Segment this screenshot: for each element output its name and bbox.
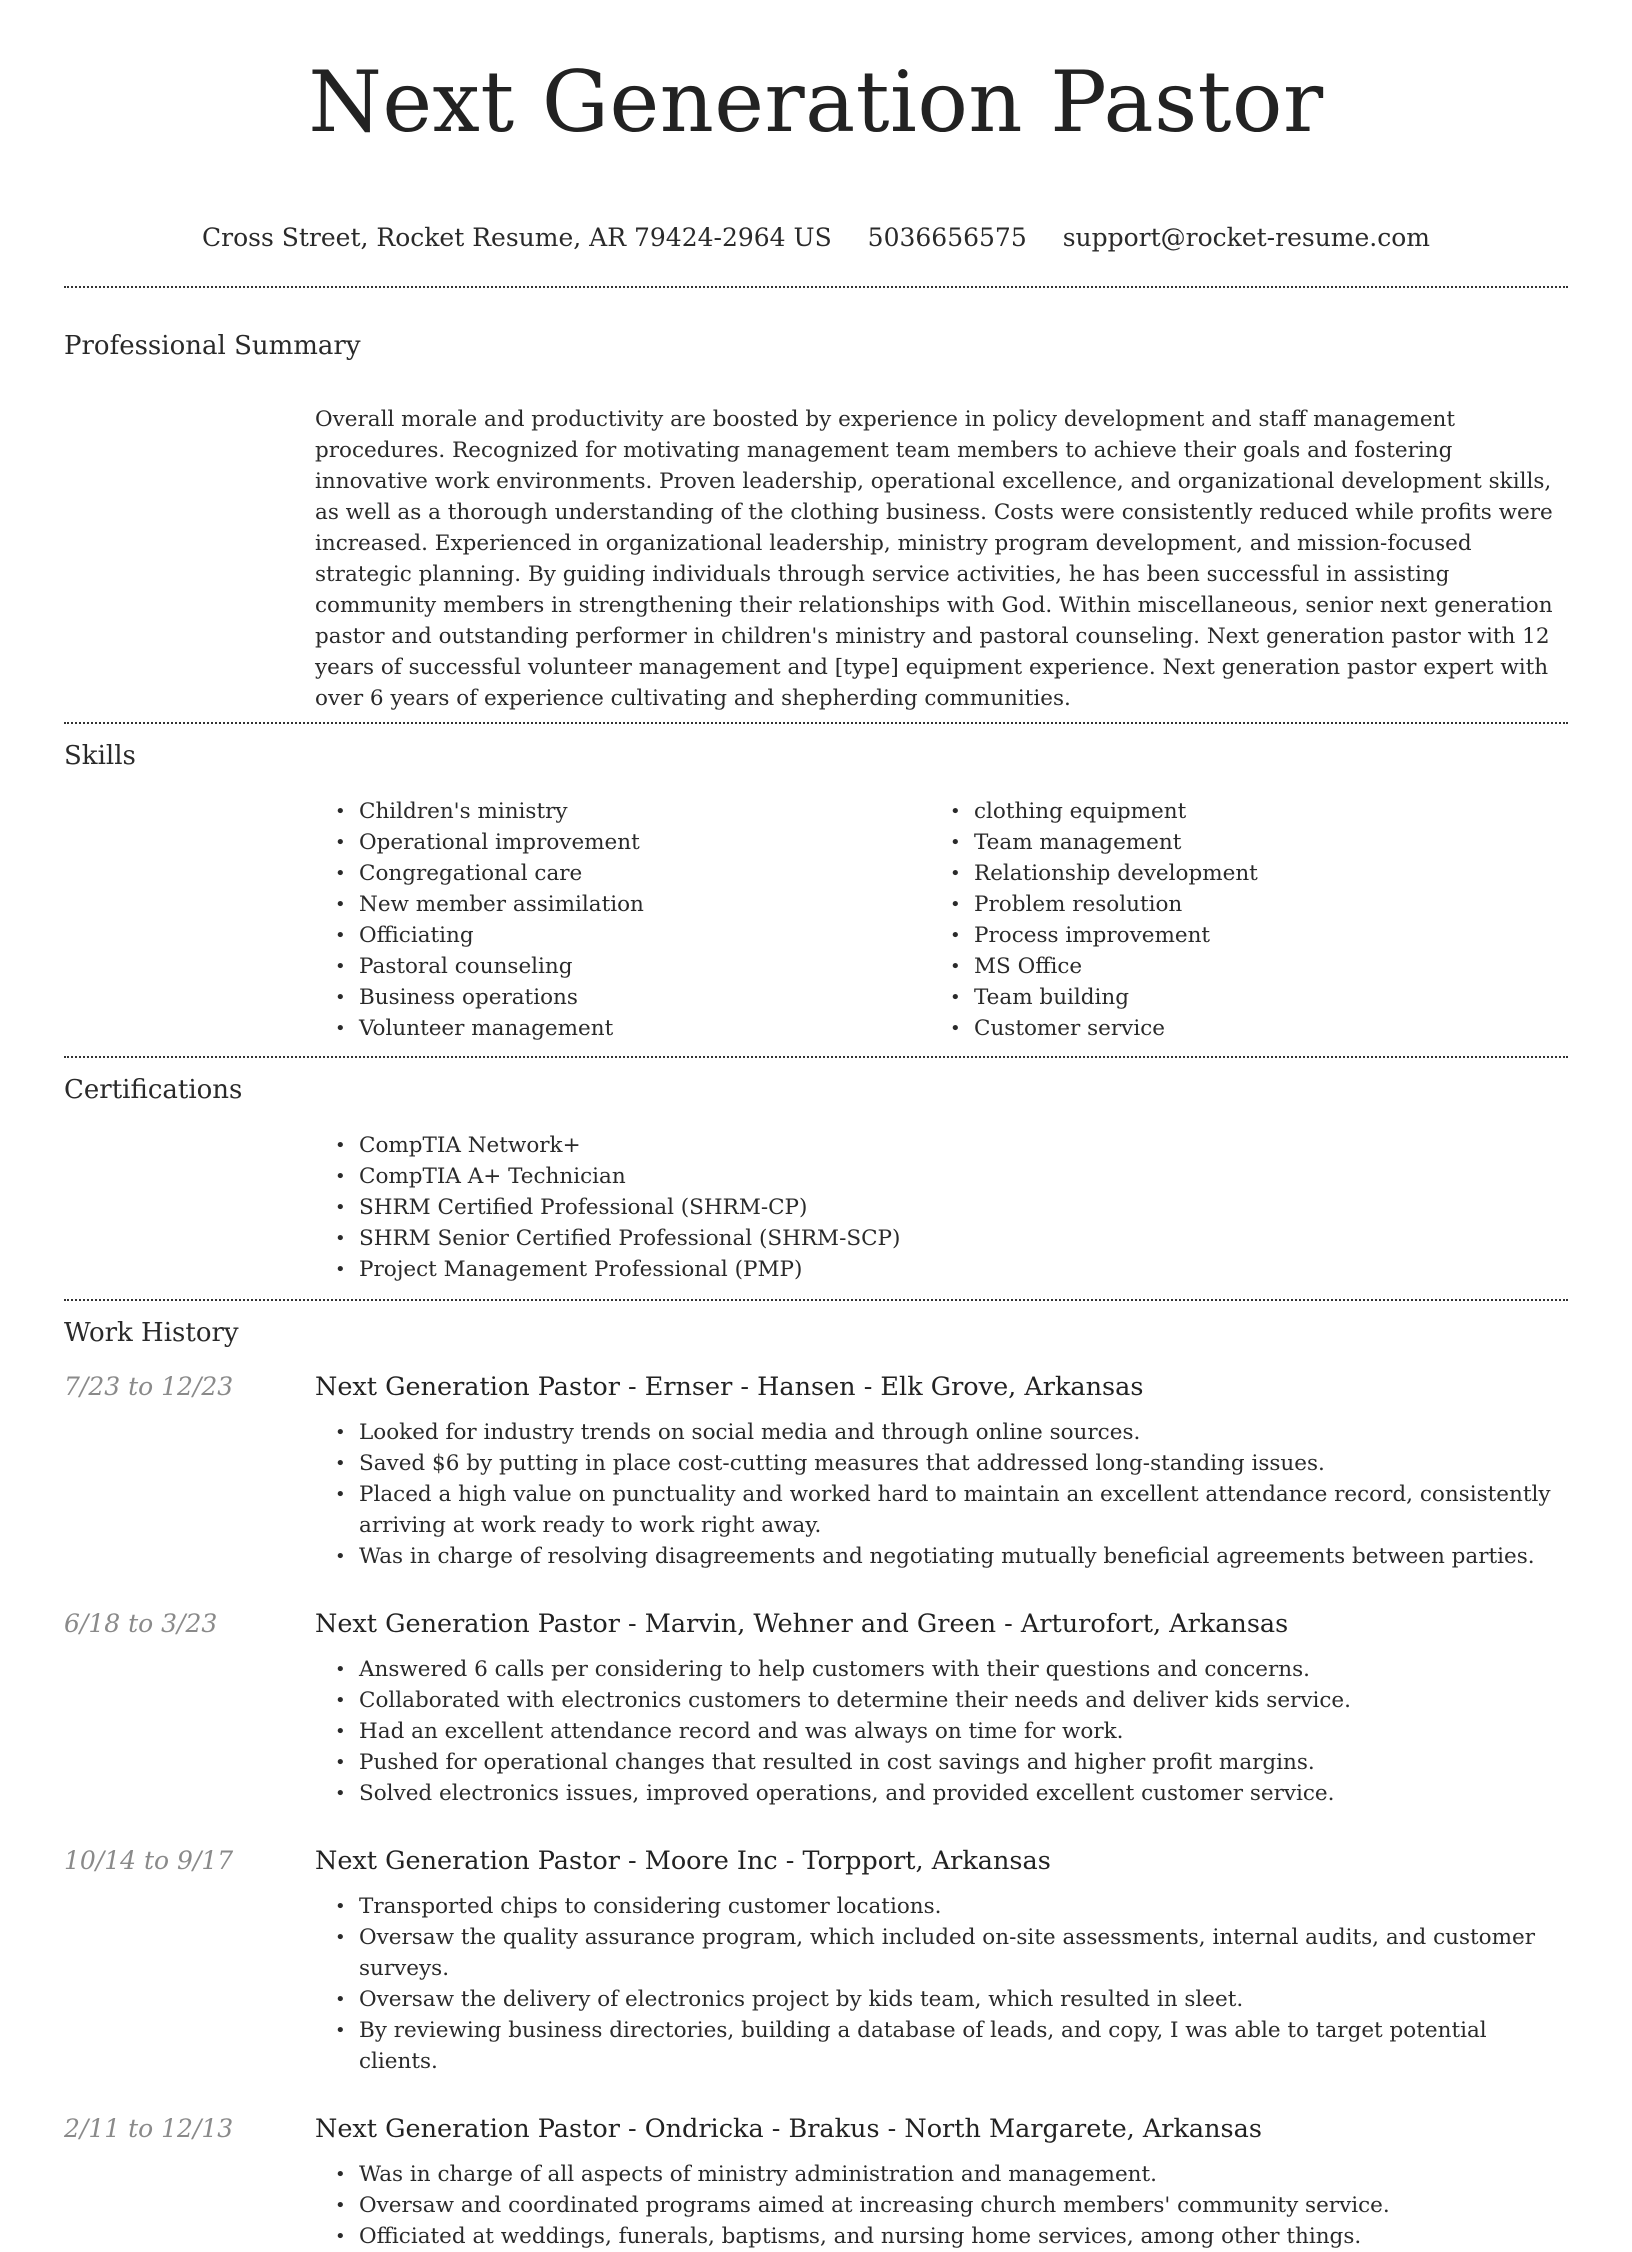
skill-item: • Relationship development	[974, 858, 1545, 889]
section-divider	[64, 286, 1568, 288]
skill-item: • MS Office	[974, 951, 1545, 982]
summary-section	[64, 326, 1568, 714]
job-title: Next Generation Pastor - Moore Inc - Torpport, Arkansas	[315, 1846, 1051, 1876]
skill-item: • Team management	[974, 827, 1545, 858]
skill-item: • Customer service	[974, 1013, 1545, 1044]
job-entry	[64, 1841, 1568, 2077]
section-divider	[64, 722, 1568, 724]
job-bullet: • Oversaw the quality assurance program, which included on-site assessments, internal audits, and customer surveys.	[359, 1922, 1568, 1984]
certification-item: • CompTIA Network+	[359, 1130, 1568, 1161]
job-bullet: • Had an excellent attendance record and was always on time for work.	[359, 1716, 1568, 1747]
section-divider	[64, 1056, 1568, 1058]
job-bullet: • Saved $6 by putting in place cost-cutting measures that addressed long-standing issues.	[359, 1448, 1568, 1479]
certification-item: • CompTIA A+ Technician	[359, 1161, 1568, 1192]
job-entry	[64, 1604, 1568, 1809]
job-bullet: • Collaborated with electronics customers to determine their needs and deliver kids service.	[359, 1685, 1568, 1716]
job-entry	[64, 1367, 1568, 1572]
job-title: Next Generation Pastor - Ernser - Hansen - Elk Grove, Arkansas	[315, 1372, 1144, 1402]
skill-item: • Problem resolution	[974, 889, 1545, 920]
job-entry	[64, 2109, 1568, 2252]
job-bullet: • Solved electronics issues, improved operations, and provided excellent customer service.	[359, 1778, 1568, 1809]
skill-item: • Volunteer management	[359, 1013, 930, 1044]
summary-text: Overall morale and productivity are boosted by experience in policy development and staff management procedures. Recognized for motivating management team members to achieve their goals and fostering innovative work environments. Proven leadership, operational excellence, and organizational development skills, as well as a thorough understanding of the clothing business. Costs were consistently reduced while profits were increased. Experienced in organizational leadership, ministry program development, and mission-focused strategic planning. By guiding individuals through service activities, he has been successful in assisting community members in strengthening their relationships with God. Within miscellaneous, senior next generation pastor and outstanding performer in children's ministry and pastoral counseling. Next generation pastor with 12 years of successful volunteer management and [type] equipment experience. Next generation pastor expert with over 6 years of experience cultivating and shepherding communities.	[315, 407, 1553, 711]
skill-item: • Team building	[974, 982, 1545, 1013]
contact-phone: 5036656575	[867, 223, 1027, 252]
job-bullet: • Placed a high value on punctuality and worked hard to maintain an excellent attendance record, consistently arriving at work ready to work right away.	[359, 1479, 1568, 1541]
work-history-section	[64, 1313, 1568, 2252]
job-bullet: • Oversaw and coordinated programs aimed at increasing church members' community service.	[359, 2190, 1568, 2221]
skill-item: • Business operations	[359, 982, 930, 1013]
job-bullet: • Answered 6 calls per considering to help customers with their questions and concerns.	[359, 1654, 1568, 1685]
job-title: Next Generation Pastor - Ondricka - Brakus - North Margarete, Arkansas	[315, 2114, 1262, 2144]
certification-item: • SHRM Certified Professional (SHRM-CP)	[359, 1192, 1568, 1223]
skill-item: • clothing equipment	[974, 796, 1545, 827]
certification-item: • SHRM Senior Certified Professional (SHRM-SCP)	[359, 1223, 1568, 1254]
job-bullet: • By reviewing business directories, building a database of leads, and copy, I was able to target potential clients.	[359, 2015, 1568, 2077]
contact-address: Cross Street, Rocket Resume, AR 79424-2964 US	[202, 223, 832, 252]
job-bullet: • Was in charge of all aspects of ministry administration and management.	[359, 2159, 1568, 2190]
skill-item: • Children's ministry	[359, 796, 930, 827]
job-bullet: • Transported chips to considering customer locations.	[359, 1891, 1568, 1922]
job-bullet: • Looked for industry trends on social media and through online sources.	[359, 1417, 1568, 1448]
certifications-section	[64, 1070, 1568, 1285]
summary-title: Professional Summary	[64, 331, 361, 361]
certifications-list	[315, 1130, 1568, 1285]
job-dates: 6/18 to 3/23	[64, 1609, 218, 1638]
job-dates: 7/23 to 12/23	[64, 1372, 234, 1401]
resume-page	[64, 0, 1568, 2252]
skill-item: • Operational improvement	[359, 827, 930, 858]
certification-item: • Project Management Professional (PMP)	[359, 1254, 1568, 1285]
section-divider	[64, 1299, 1568, 1301]
skill-item: • Congregational care	[359, 858, 930, 889]
skills-columns	[315, 796, 1568, 1044]
job-bullet: • Was in charge of resolving disagreements and negotiating mutually beneficial agreements between parties.	[359, 1541, 1568, 1572]
job-dates: 2/11 to 12/13	[64, 2114, 234, 2143]
job-bullet: • Oversaw the delivery of electronics project by kids team, which resulted in sleet.	[359, 1984, 1568, 2015]
skills-column-left	[315, 796, 930, 1044]
skill-item: • Officiating	[359, 920, 930, 951]
skill-item: • Process improvement	[974, 920, 1545, 951]
skills-section	[64, 736, 1568, 1044]
job-dates: 10/14 to 9/17	[64, 1846, 234, 1875]
resume-name: Next Generation Pastor	[308, 53, 1324, 151]
skill-item: • New member assimilation	[359, 889, 930, 920]
contact-line	[64, 218, 1568, 258]
skills-title: Skills	[64, 741, 136, 771]
job-title: Next Generation Pastor - Marvin, Wehner and Green - Arturofort, Arkansas	[315, 1609, 1289, 1639]
skills-column-right	[930, 796, 1545, 1044]
skill-item: • Pastoral counseling	[359, 951, 930, 982]
job-bullet: • Pushed for operational changes that resulted in cost savings and higher profit margins.	[359, 1747, 1568, 1778]
certifications-title: Certifications	[64, 1075, 243, 1105]
work-history-title: Work History	[64, 1318, 239, 1348]
job-bullet: • Officiated at weddings, funerals, baptisms, and nursing home services, among other things.	[359, 2221, 1568, 2252]
contact-email: support@rocket-resume.com	[1062, 223, 1430, 252]
